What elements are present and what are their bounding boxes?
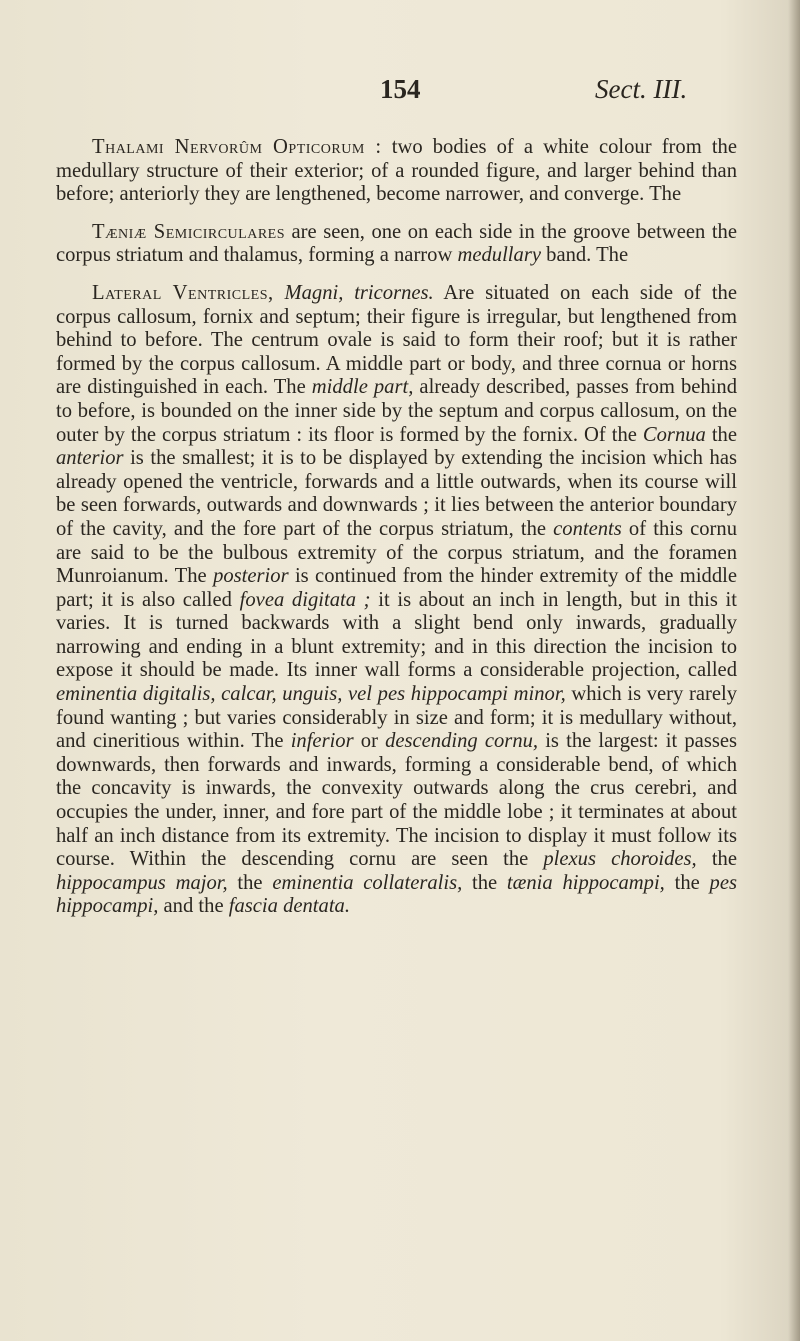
body-text: [56, 136, 737, 919]
italic-term: fovea digitata ;: [239, 588, 371, 611]
paragraph-text: is the smallest; it is to be displayed by extending the incision which has already opened the ventricle, forwards and a little outwards, when its course will be seen forwards, outwards and downwards ; it lies between the anterior boundary of the cavity, and the fore part of the corpus striatum, the: [56, 447, 737, 540]
paragraph-heading: Thalami Nervorûm Opticorum :: [92, 136, 382, 158]
italic-term: hippocampus major,: [56, 871, 228, 894]
paragraph-text: Are situated on each side of the corpus callosum, fornix and septum; their figure is irregular, but lengthened from behind to before. The centrum ovale is said to form their roof; but it is rather formed by the corpus callosum. A middle part or body, and three cornua or horns are distinguished in each. The: [56, 281, 737, 399]
paragraph-thalami: [56, 136, 737, 207]
paragraph-text: of this cornu are said to be the bulbous extremity of the corpus striatum, and the foramen Munroianum. The: [56, 517, 737, 588]
running-header: [0, 74, 800, 114]
italic-term: contents: [553, 517, 622, 540]
paragraph-text: or: [353, 730, 386, 753]
page-edge-shadow: [788, 0, 800, 1341]
italic-term: Cornua: [642, 423, 706, 446]
italic-term: plexus choroides,: [543, 848, 697, 871]
section-label: Sect. III.: [595, 74, 688, 104]
paragraph-text: it is about an inch in length, but in this it varies. It is turned backwards with a slight bend only inwards, gradually narrowing and ending in a blunt extremity; and in this direction the incision to expose it should be made. Its inner wall forms a considerable projection, called: [56, 588, 738, 682]
italic-term: Magni, tricornes.: [284, 281, 434, 304]
paragraph-text: which is very rarely found wanting ; but varies considerably in size and form; it is medullary without, and cineritious within. The: [56, 683, 738, 753]
italic-term: descending cornu,: [385, 730, 539, 753]
paragraph-taeniae: [56, 221, 737, 268]
italic-term: anterior: [56, 447, 124, 470]
paragraph-lateral-ventricles: [56, 282, 737, 919]
italic-term: tænia hippocampi,: [506, 871, 665, 894]
paragraph-text: the: [664, 871, 710, 894]
italic-term: eminentia collateralis,: [272, 871, 463, 894]
italic-term: eminentia digitalis, calcar, unguis, vel pes hippocampi minor,: [56, 683, 566, 706]
paragraph-heading: Lateral Ventricles,: [92, 281, 274, 304]
italic-term: posterior: [213, 565, 289, 588]
paragraph-text: the: [705, 423, 737, 446]
paragraph-text: is the largest: it passes downwards, then forwards and inwards, forming a considerable bend, of which the concavity is inwards, the convexity outwards along the crus cerebri, and occupies the under, inner, and fore part of the middle lobe ; it terminates at about half an inch distance from its extremity. The incision to display it must follow its course. Within the descending cornu are seen the: [56, 730, 737, 871]
italic-term: pes hippocampi,: [56, 871, 737, 918]
italic-term: medullary: [457, 244, 541, 267]
paragraph-text: the: [227, 871, 273, 894]
paragraph-text: already described, passes from behind to before, is bounded on the inner side by the septum and corpus callosum, on the outer by the corpus striatum : its floor is formed by the fornix. Of the: [56, 376, 737, 446]
page-number: 154: [380, 74, 421, 104]
paragraph-text: band. The: [541, 244, 629, 267]
paragraph-text: and the: [158, 895, 229, 918]
paragraph-heading: Tæniæ Semicirculares: [92, 220, 286, 243]
italic-term: fascia dentata.: [228, 895, 350, 918]
italic-term: middle part,: [311, 376, 414, 399]
paragraph-text: are seen, one on each side in the groove between the corpus striatum and thalamus, forming a narrow: [56, 220, 737, 267]
paragraph-text: the: [696, 848, 737, 871]
paragraph-text: the: [462, 871, 507, 894]
paragraph-text: is continued from the hinder extremity of the middle part; it is also called: [56, 565, 738, 611]
paragraph-text: two bodies of a white colour from the medullary structure of their exterior; of a rounded figure, and larger behind than before; anteriorly they are lengthened, become narrower, and converge. The: [56, 136, 737, 206]
italic-term: inferior: [290, 730, 354, 753]
